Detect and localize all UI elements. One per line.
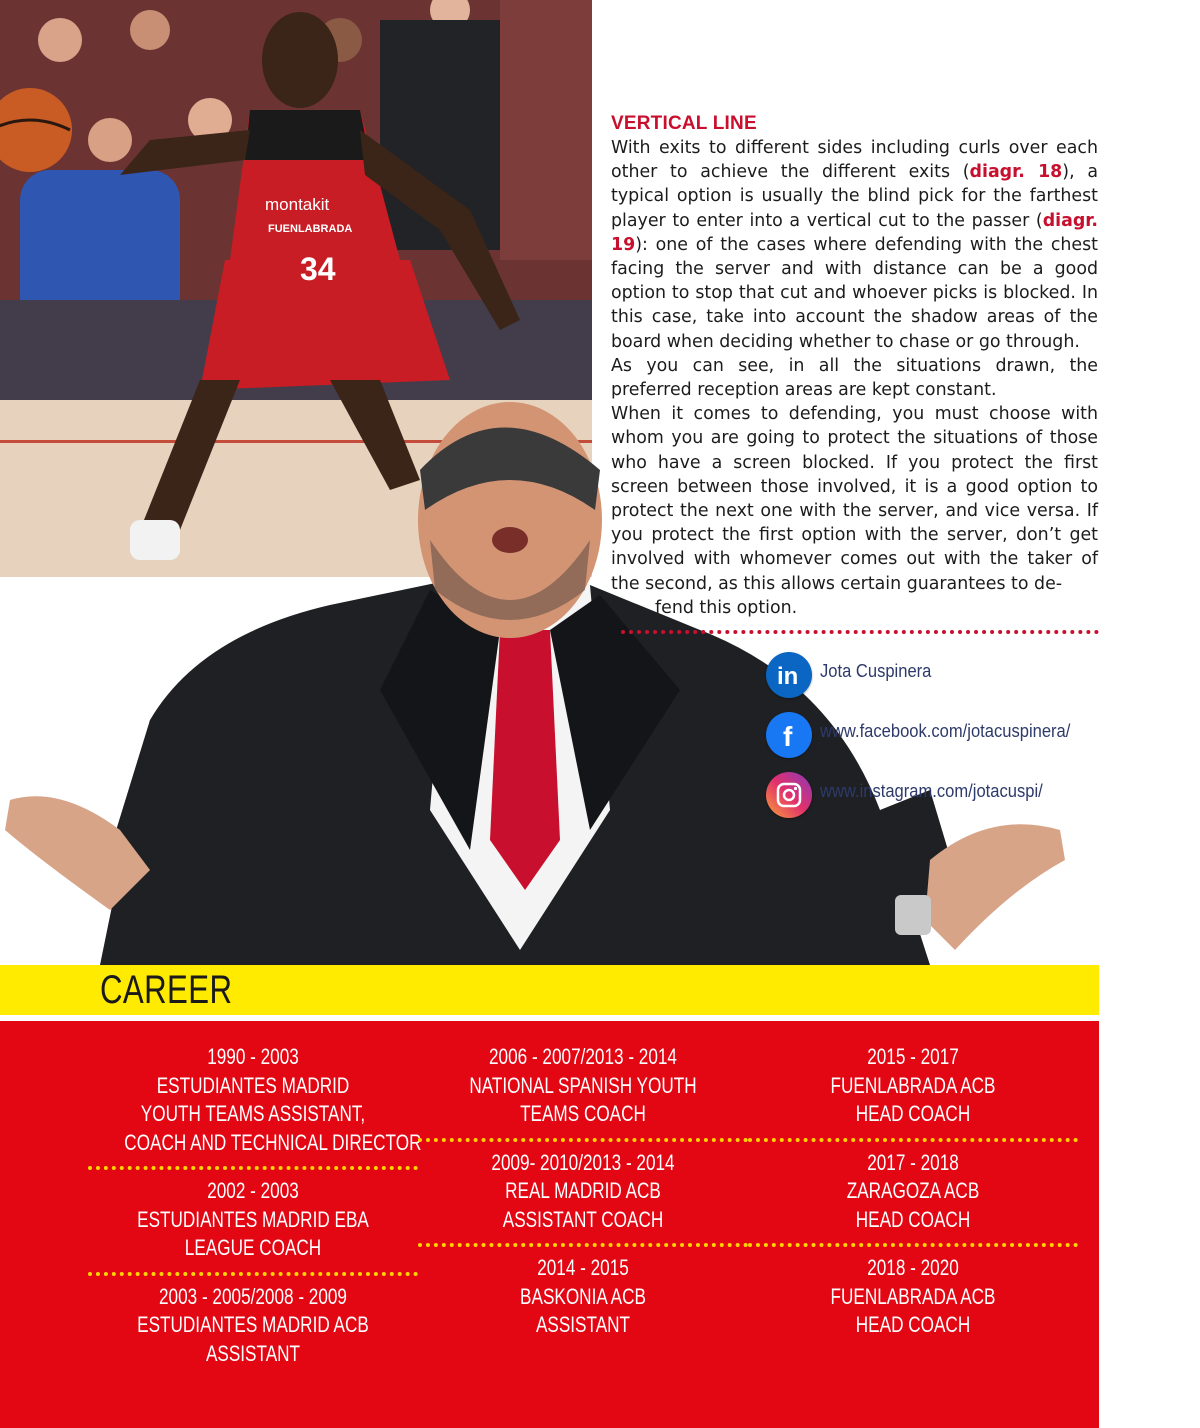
linkedin-label[interactable]: Jota Cuspinera [820,661,932,681]
instagram-icon [766,772,812,818]
paragraph-3-end: fend this option. [655,597,798,618]
career-entry [748,1043,1078,1129]
jersey-number: 34 [300,251,336,287]
career-divider [88,1166,418,1170]
career-years: 2009- 2010/2013 - 2014 [491,1149,675,1175]
career-entry [748,1149,1078,1235]
career-line: BASKONIA ACB [520,1283,646,1309]
career-line: ASSISTANT COACH [502,1206,664,1232]
social-linkedin[interactable] [766,652,1106,700]
linkedin-icon [766,652,812,698]
career-header [0,965,1099,1015]
career-entry [748,1254,1078,1340]
career-years: 1990 - 2003 [207,1044,299,1069]
career-column-1 [88,1043,422,1368]
career-panel [0,1021,1099,1428]
facebook-icon [766,712,812,758]
paragraph-2: As you can see, in all the situations drawn, the preferred reception areas are kept constant. [611,355,1098,401]
section-heading: VERTICAL LINE [611,113,757,134]
career-line: COACH AND TECHNICAL DIRECTOR [124,1129,422,1155]
career-line: ESTUDIANTES MADRID ACB [137,1312,369,1337]
career-years: 2003 - 2005/2008 - 2009 [159,1283,347,1309]
career-years: 2014 - 2015 [537,1255,629,1280]
career-column-3 [748,1043,1078,1340]
career-line: ZARAGOZA ACB [846,1178,980,1203]
career-line: ESTUDIANTES MADRID [156,1072,350,1098]
career-divider [418,1243,748,1247]
career-entry [88,1177,418,1263]
career-years: 2002 - 2003 [207,1178,299,1203]
jersey-team: FUENLABRADA [268,223,353,235]
career-divider [418,1138,748,1142]
career-years: 2015 - 2017 [867,1044,959,1069]
career-line: ASSISTANT [205,1340,301,1366]
career-entry [418,1149,748,1235]
career-entry [88,1043,422,1157]
career-line: HEAD COACH [855,1312,971,1337]
career-entry [418,1254,748,1340]
career-line: YOUTH TEAMS ASSISTANT, [140,1101,366,1126]
career-title: CAREER [100,968,233,1012]
career-line: NATIONAL SPANISH YOUTH [469,1072,697,1098]
diagram-reference-19: diagr. 19 [611,210,1098,255]
paragraph-1-part-1: With exits to different sides including curls over each other to achieve the different exits ( [611,138,1098,183]
career-years: 2017 - 2018 [867,1149,959,1175]
career-line: REAL MADRID ACB [505,1178,661,1203]
career-years: 2006 - 2007/2013 - 2014 [489,1044,677,1069]
career-entry [88,1283,418,1369]
article-body [611,112,1098,620]
career-years: 2018 - 2020 [867,1255,959,1280]
career-entry [418,1043,748,1129]
paragraph-1-part-3: ): one of the cases where defending with the chest facing the server and with distance can be a good option to stop that cut and whoever picks is blocked. In this case, take into account the shadow areas of the board when deciding whether to chase or go through. [611,234,1098,352]
paragraph-1-part-2: ), a typical option is usually the blind pick for the farthest player to enter into a vertical cut to the passer ( [611,162,1098,231]
career-column-2 [418,1043,748,1340]
paragraph-1 [611,136,1098,354]
instagram-label[interactable]: www.instagram.com/jotacuspi/ [820,781,1043,801]
article-divider [621,630,1099,634]
career-line: ESTUDIANTES MADRID EBA [137,1206,369,1232]
svg-text:f: f [783,721,793,750]
career-line: HEAD COACH [855,1206,971,1232]
career-line: ASSISTANT [535,1312,631,1337]
paragraph-3: When it comes to defending, you must choose with whom you are going to protect the situations of those who have a screen blocked. If you protect the first screen between those involved, it is a good option to protect the next one with the server, and vice versa. If you protect the first option with the server, don’t get involved with whomever comes out with the taker of the second, as this allows certain guarantees to de- [611,404,1098,594]
career-line: TEAMS COACH [520,1101,646,1126]
jersey-brand: montakit [265,195,330,214]
career-line: LEAGUE COACH [184,1235,322,1260]
career-line: HEAD COACH [855,1101,971,1126]
svg-text:in: in [777,663,799,690]
social-facebook[interactable] [766,712,1106,760]
career-line: FUENLABRADA ACB [830,1072,996,1098]
career-divider [748,1243,1078,1247]
diagram-reference-18: diagr. 18 [969,162,1063,183]
career-divider [88,1272,418,1276]
career-divider [748,1138,1078,1142]
career-line: FUENLABRADA ACB [830,1283,996,1309]
facebook-label[interactable]: www.facebook.com/jotacuspinera/ [820,721,1071,741]
social-instagram[interactable] [766,772,1106,820]
